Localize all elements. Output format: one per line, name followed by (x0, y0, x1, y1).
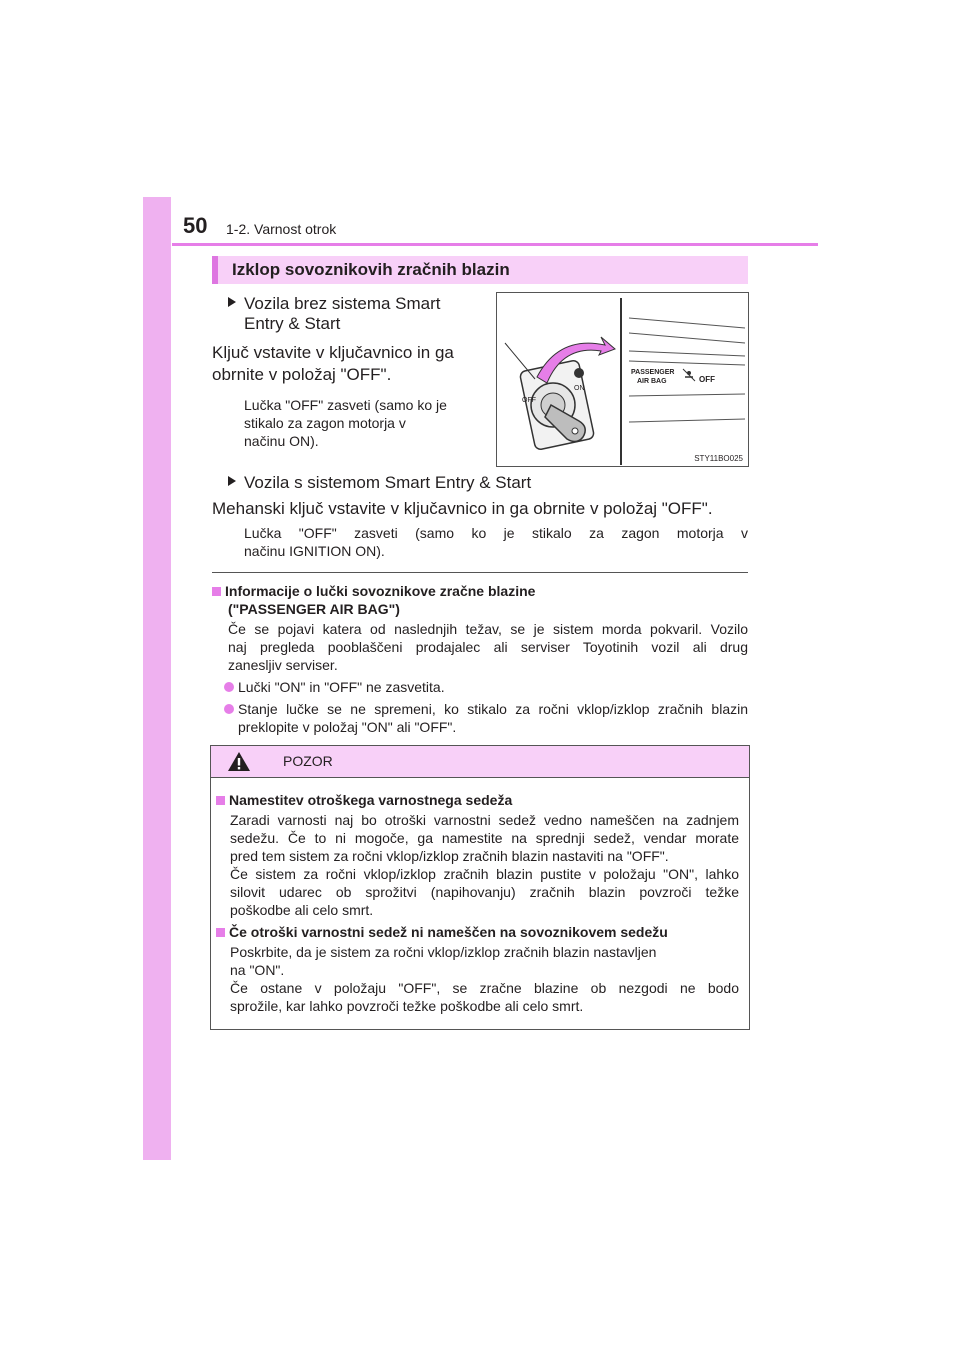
round-bullet-icon (224, 704, 234, 714)
caution-item-1-title (216, 791, 512, 809)
note-line-1: Lučka "OFF" zasveti (samo ko je (244, 397, 447, 413)
chapter-tab-sidebar (143, 197, 171, 1160)
instruction-line-1: Ključ vstavite v ključavnico in ga (212, 343, 454, 362)
info-bullet-2-text: Stanje lučke se ne spremeni, ko stikalo za ročni vklop/izklop zračnih blazin (238, 701, 748, 717)
info-title-line-1: Informacije o lučki sovoznikove zračne blazine (225, 583, 536, 599)
chapter-title: 1-2. Varnost otrok (226, 221, 337, 237)
section-title: Izklop sovoznikovih zračnih blazin (232, 260, 510, 279)
airbag-switch-figure (496, 292, 749, 467)
note-smart-entry-line-1: Lučka "OFF" zasveti (samo ko je stikalo za zagon motorja v (244, 525, 748, 541)
indicator-label-airbag: AIR BAG (637, 378, 667, 385)
caution-item-1-line-5: silovit udarec ob sprožitvi (napihovanju) zračnih blazin povzroči težke (230, 884, 739, 900)
caution-item-2-line-2: na "ON". (230, 962, 285, 978)
info-paragraph-line-3: zanesljiv serviser. (228, 657, 338, 673)
note-smart-entry-line-2: načinu IGNITION ON). (244, 543, 385, 559)
caution-label: POZOR (283, 753, 333, 769)
caution-item-1-line-2: sedežu. Če to ni mogoče, ga namestite na sprednji sedež, vendar morate (230, 830, 739, 846)
square-bullet-icon (216, 796, 225, 805)
arrow-right-icon (228, 297, 236, 307)
caution-box (210, 745, 750, 1030)
page-number: 50 (183, 213, 208, 238)
info-bullet-1-text: Lučki "ON" in "OFF" ne zasvetita. (238, 679, 445, 695)
info-bullet-2-line-2: preklopite v položaj "ON" ali "OFF". (238, 719, 457, 735)
note-line-3: načinu ON). (244, 433, 319, 449)
info-bullet-1 (224, 678, 445, 696)
caution-item-2-line-1: Poskrbite, da je sistem za ročni vklop/izklop zračnih blazin nastavljen (230, 944, 657, 960)
square-bullet-icon (212, 587, 221, 596)
warning-triangle-icon (227, 751, 251, 772)
divider (212, 572, 748, 573)
caution-item-2-line-3: Če ostane v položaju "OFF", se zračne blazine ob nezgodi ne bodo (230, 980, 739, 996)
subheading-line-1: Vozila brez sistema Smart (244, 294, 441, 313)
figure-code: STY11BO025 (694, 454, 743, 463)
caution-item-1-line-6: poškodbe ali celo smrt. (230, 902, 374, 918)
indicator-label-off: OFF (699, 375, 715, 384)
indicator-label-passenger: PASSENGER (631, 369, 675, 376)
info-bullet-2 (224, 700, 748, 718)
info-title-line-2: ("PASSENGER AIR BAG") (228, 601, 400, 617)
switch-label-off: OFF (522, 397, 536, 404)
square-bullet-icon (216, 928, 225, 937)
caution-item-2-title (216, 923, 668, 941)
subheading-line-2: Entry & Start (244, 314, 341, 333)
arrow-right-icon (228, 476, 236, 486)
switch-label-on: ON (574, 385, 585, 392)
caution-item-1-line-3: pred tem sistem za ročni vklop/izklop zračnih blazin nastaviti na "OFF". (230, 848, 669, 864)
round-bullet-icon (224, 682, 234, 692)
instruction-line-2: obrnite v položaj "OFF". (212, 365, 392, 384)
info-paragraph-line-2: naj pregleda pooblaščeni prodajalec ali serviser Toyotinih vozil ali drug (228, 639, 748, 655)
subheading-smart-entry-text: Vozila s sistemom Smart Entry & Start (244, 473, 532, 492)
info-paragraph-line-1: Če se pojavi katera od naslednjih težav, se je sistem morda pokvaril. Vozilo (228, 621, 748, 637)
instruction-smart-entry: Mehanski ključ vstavite v ključavnico in ga obrnite v položaj "OFF". (212, 499, 713, 518)
caution-item-1-title-text: Namestitev otroškega varnostnega sedeža (229, 792, 513, 808)
subheading-smart-entry (228, 470, 531, 495)
caution-item-1-line-4: Če sistem za ročni vklop/izklop zračnih blazin pustite v položaju "ON", lahko (230, 866, 739, 882)
caution-item-2-title-text: Če otroški varnostni sedež ni nameščen na sovoznikovem sedežu (229, 924, 668, 940)
header-rule (172, 243, 818, 246)
note-line-2: stikalo za zagon motorja v (244, 415, 406, 431)
info-title (212, 582, 535, 600)
section-header (212, 256, 748, 284)
caution-header (211, 746, 749, 778)
caution-item-1-line-1: Zaradi varnosti naj bo otroški varnostni sedež vedno nameščen na zadnjem (230, 812, 739, 828)
caution-item-2-line-4: sprožile, kar lahko povzroči težke poškodbe ali celo smrt. (230, 998, 584, 1014)
